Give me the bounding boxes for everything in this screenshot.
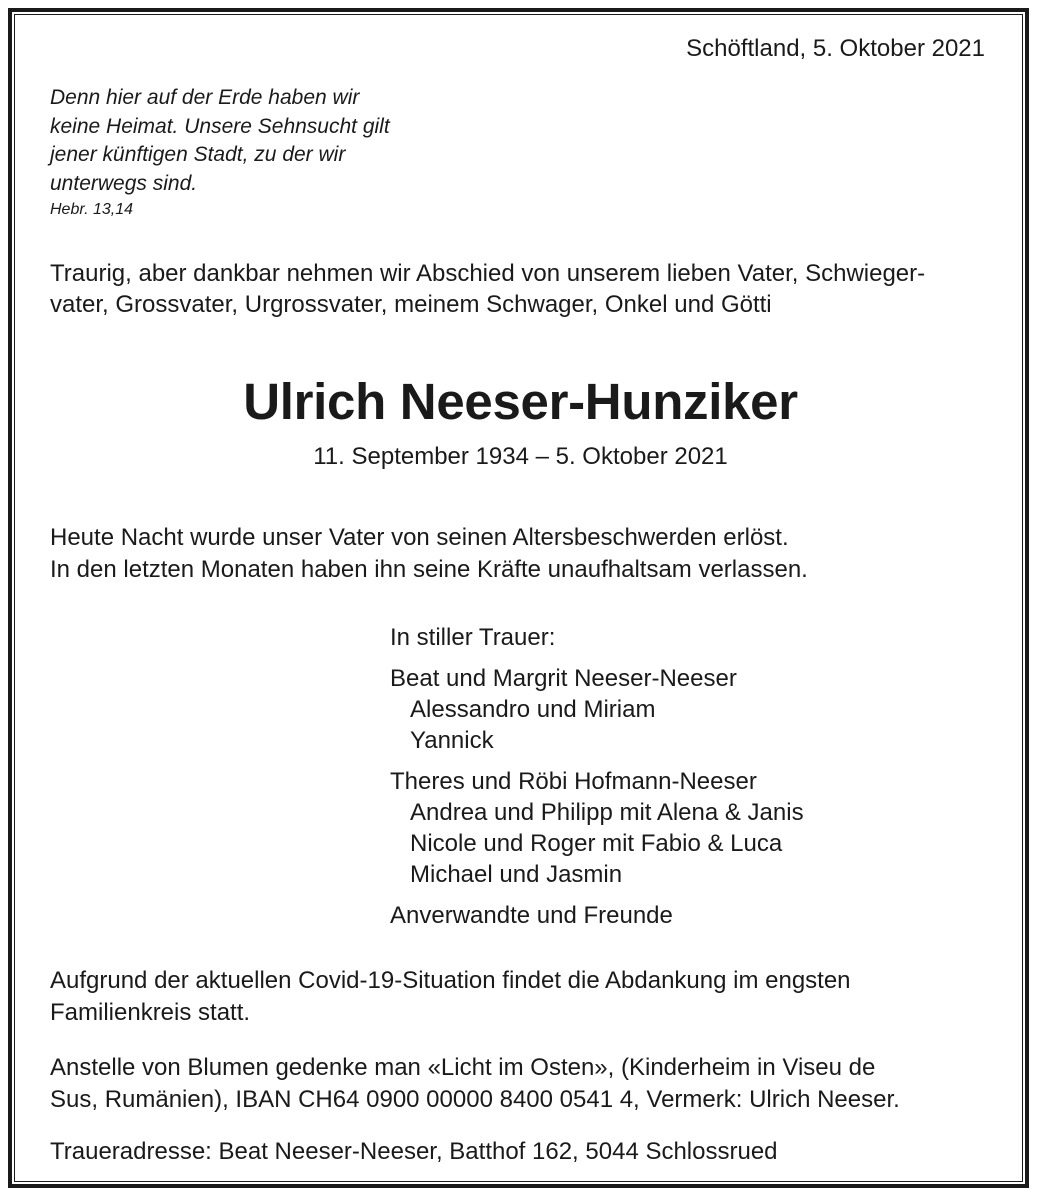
verse-reference: Hebr. 13,14 (50, 201, 134, 218)
message-paragraph (50, 522, 808, 586)
deceased-name: Ulrich Neeser-Hunziker (243, 373, 798, 430)
mourner-member: Yannick (410, 727, 494, 754)
funeral-note-line: Aufgrund der aktuellen Covid-19-Situation findet die Abdankung im engsten (50, 967, 851, 994)
verse-line: jener künftigen Stadt, zu der wir (50, 143, 346, 166)
mourner-member: Michael und Jasmin (410, 861, 623, 888)
life-dates: 11. September 1934 – 5. Oktober 2021 (313, 443, 728, 470)
verse-line: unterwegs sind. (50, 171, 198, 195)
donation-note-line: Anstelle von Blumen gedenke man «Licht im Osten», (Kinderheim in Viseu de (50, 1054, 876, 1081)
mourners-heading: In stiller Trauer: (390, 624, 556, 651)
mourner-member: Alessandro und Miriam (410, 696, 656, 723)
mourners-others: Anverwandte und Freunde (390, 902, 673, 929)
mourner-group-2 (390, 766, 804, 890)
mourner-group-head: Theres und Röbi Hofmann-Neeser (390, 768, 757, 795)
mourner-group-1 (390, 663, 737, 756)
mourning-address: Traueradresse: Beat Neeser-Neeser, Batthof 162, 5044 Schlossrued (50, 1138, 778, 1165)
intro-text (50, 258, 925, 320)
intro-line: vater, Grossvater, Urgrossvater, meinem Schwager, Onkel und Götti (50, 291, 772, 318)
donation-note-line: Sus, Rumänien), IBAN CH64 0900 00000 8400 0541 4, Vermerk: Ulrich Neeser. (50, 1086, 900, 1113)
message-line: Heute Nacht wurde unser Vater von seinen Altersbeschwerden erlöst. (50, 524, 789, 551)
place-date: Schöftland, 5. Oktober 2021 (686, 35, 985, 62)
message-line: In den letzten Monaten haben ihn seine Kräfte unaufhaltsam verlassen. (50, 556, 808, 583)
verse-line: keine Heimat. Unsere Sehnsucht gilt (50, 114, 390, 138)
bible-verse (50, 84, 390, 198)
mourner-group-head: Beat und Margrit Neeser-Neeser (390, 665, 737, 692)
mourner-member: Nicole und Roger mit Fabio & Luca (410, 830, 783, 857)
mourner-member: Andrea und Philipp mit Alena & Janis (410, 799, 804, 826)
funeral-note-line: Familienkreis statt. (50, 999, 251, 1026)
verse-line: Denn hier auf der Erde haben wir (50, 86, 360, 109)
donation-note (50, 1052, 900, 1116)
funeral-note (50, 965, 851, 1029)
intro-line: Traurig, aber dankbar nehmen wir Abschied von unserem lieben Vater, Schwieger- (50, 260, 926, 287)
